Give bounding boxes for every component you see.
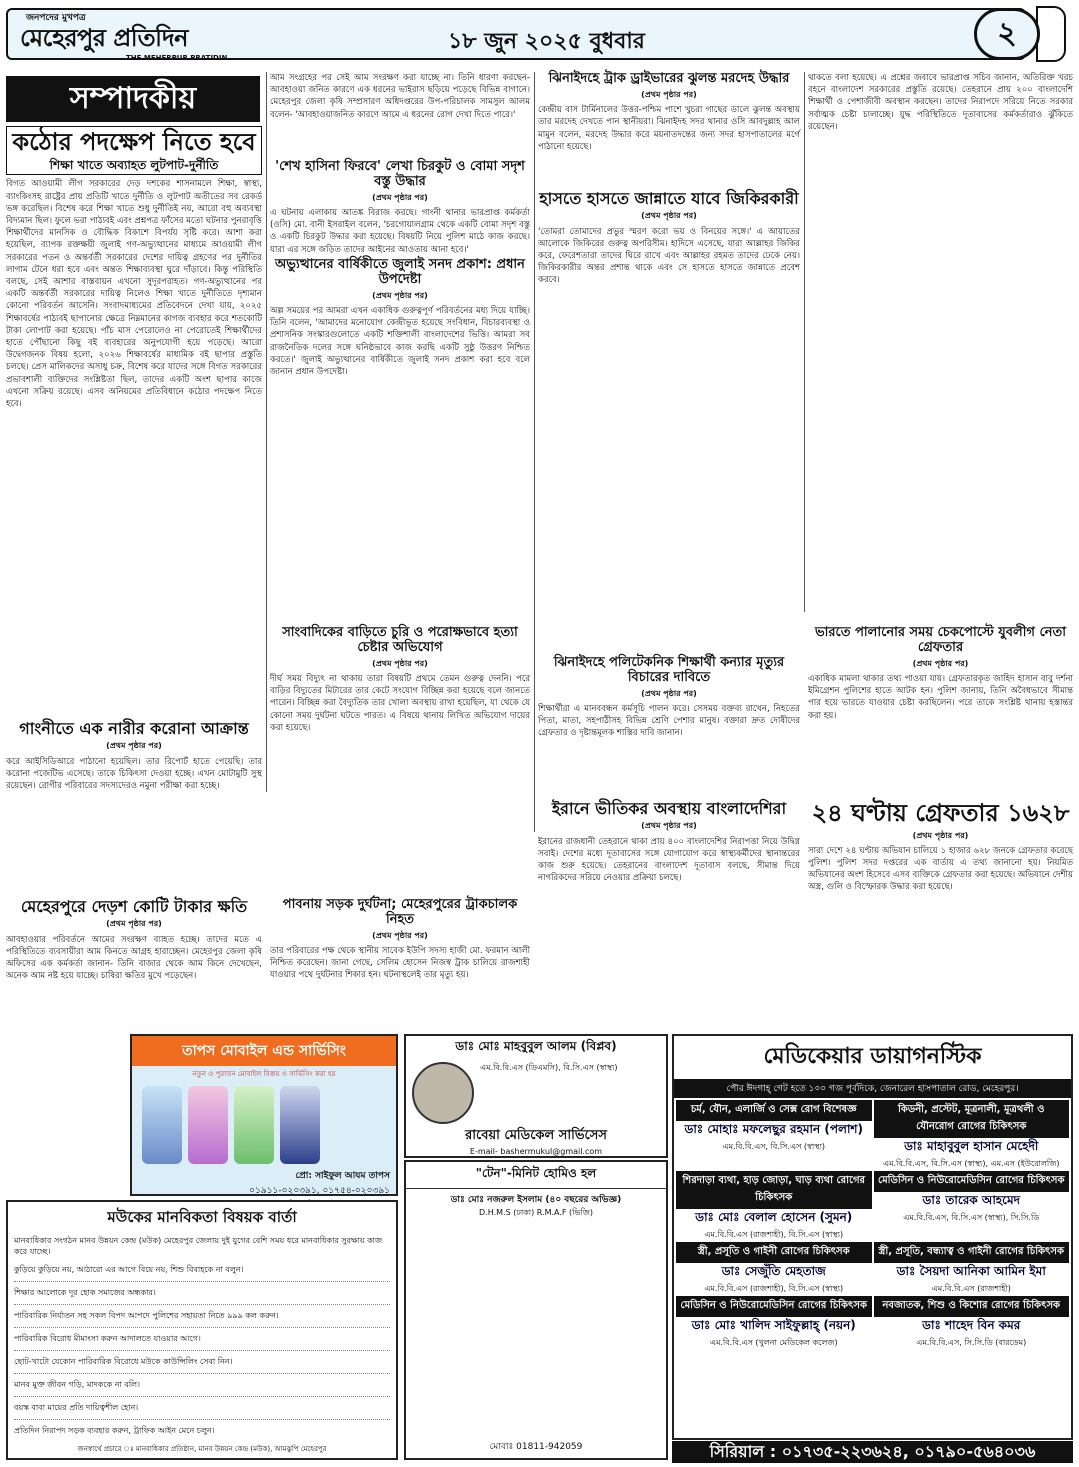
list-item: পারিবারিক নির্যাতন সহ সকল বিপদ আপদে পুলিশের সহায়তা নিতে ৯৯৯ কল করুন। bbox=[14, 1305, 390, 1328]
doctor-degree: এম.বি.বি.এস (রাজশাহী) bbox=[931, 1284, 1011, 1293]
ad-mobile-phone: ০১৯১১-০২০৩৯১, ০১৭৫৪-০২০৩৯১ bbox=[249, 1186, 390, 1196]
story-body: করে আইসিডিআরে পাঠানো হয়েছিল। তার রিপোর্ট হাতে পেয়েছি। তার করোনা পজেটিভ এসেছে। তাকে চিকিৎসা দেওয়া হচ্ছে। এখন মোটামুটি সুস্থ রয়েছেন। রোগীর পরিবারের সদস্যদেরও নমুনা পরীক্ষা করা হচ্ছে। bbox=[6, 756, 262, 791]
continued-label: (প্রথম পৃষ্ঠার পর) bbox=[372, 290, 428, 300]
doctor-card bbox=[676, 1296, 872, 1348]
editorial-article bbox=[6, 126, 262, 716]
story-body: ইরানের রাজধানী তেহরানে থাকা প্রায় ৪০০ বাংলাদেশির নিরাপত্তা নিয়ে উদ্বিগ্ন সবাই। দেশের মধ্যে দূতাবাসের সঙ্গে যোগাযোগ করে স্বাস্থ্যকর্মীদের স্থানান্তরের কাজ শুরু হয়েছে। তেহরানের বাংলাদেশ দূতাবাস বলছে, সীমান্ত দিয়ে নাগরিকদের সরিয়ে নেওয়ার প্রক্রিয়া চলছে। bbox=[538, 836, 800, 884]
masthead-subtitle: THE MEHERPUR PRATIDIN bbox=[126, 54, 228, 62]
story-headline: মেহেরপুরে দেড়শ কোটি টাকার ক্ষতি bbox=[20, 897, 248, 916]
doctor-degree: এম.বি.বি.এস (রাজশাহী), বি.সি.এস (স্বাস্থ্য) bbox=[704, 1230, 844, 1239]
continued-label: (প্রথম পৃষ্ঠার পর) bbox=[372, 930, 428, 940]
list-item: মানব মুক্ত জীবন গড়ি, মাদককে না বলি। bbox=[14, 1374, 390, 1397]
doctor-degree: এম.বি.বি.এস, সি.সি.ডি (বারডেম) bbox=[916, 1338, 1027, 1347]
doctor-card bbox=[874, 1242, 1070, 1294]
ad-homeo-phone: মোবাঃ 01811-942059 bbox=[489, 1442, 583, 1452]
editorial-subhead: শিক্ষা খাতে অব্যাহত লুটপাট-দুর্নীতি bbox=[49, 157, 219, 172]
story-zikir bbox=[538, 190, 800, 650]
ad-mouk-footer: জনস্বার্থে প্রচারে ঃ মানবাধিকার প্রতিষ্ঠান, মানব উন্নয়ন কেন্দ্র (মউক), আমঝুপি মেহেরপুর bbox=[77, 1445, 327, 1453]
story-sheikh-hasina-note bbox=[270, 160, 530, 255]
doctor-card bbox=[676, 1242, 872, 1294]
doctor-photo bbox=[412, 1062, 474, 1124]
doctor-degree: এম.বি.বি.এস (রাজশাহী), বি.সি.এস (স্বাস্থ্য) bbox=[704, 1284, 844, 1293]
ad-mouk-list bbox=[8, 1257, 396, 1444]
masthead-box bbox=[6, 8, 1026, 60]
editorial-body: বিগত আওয়ামী লীগ সরকারের দেড় দশকের শাসনামলে শিক্ষা, স্বাস্থ্য, ব্যাংকিংসহ রাষ্ট্রের প্রায় প্রতিটি খাতে দুর্নীতি ও লুটপাট অতীতের সব রেকর্ড ভঙ্গ করেছিল। বিশেষ করে শিক্ষা খাতে শুধু দুর্নীতিই নয়, আরো বহু অব্যবস্থা বিদ্যমান ছিল। ফুলে ভরা পাঠ্যবই এবং প্রশ্নপত্র ফাঁসের মতো ঘটনার পুনরাবৃত্তি শিক্ষার্থীদের মানসিক ও বৌদ্ধিক বিকাশে বিপর্যয় সৃষ্টি করে। আশা করা হয়েছিল, ব্যাপক রক্তক্ষয়ী জুলাই গণ-অভ্যুত্থানের মাধ্যমে আওয়ামী লীগ সরকারের পতন ও অন্তর্বর্তী সরকারের দেশের দায়িত্ব গ্রহণের পর দুর্নীতির লাগাম টেনে ধরা হবে এবং অন্তত শিক্ষাব্যবস্থা ঘুরে দাঁড়াবে। কিন্তু পরিস্থিতি বলছে, সেই আশার বাস্তবায়ন এখনো সুদূরপরাহত। গণ-অভ্যুত্থানের পর একটি অন্তর্বর্তী সরকারের দায়িত্ব নিলেও শিক্ষা খাতে দুর্নীতিতে দৃশ্যমান কোনো পরিবর্তন আসেনি। সংবাদমাধ্যমের প্রতিবেদনে দেখা যায়, ২০২৫ শিক্ষাবর্ষের পাঠ্যবই ছাপানোর ক্ষেত্রে নিম্নমানের কাগজ ব্যবহার করে শতকোটি টাকা লোপাট করা হয়েছে। পাঁচ মাস পেরোলেও না পেরোতেই শিক্ষার্থীদের হাতে পৌঁছানো কিছু বই ব্যবহারের অনুপযোগী হয়ে পড়েছে। আরো উদ্বেগজনক বিষয় হলো, ২০২৬ শিক্ষাবর্ষের মাধ্যমিক বই ছাপার প্রস্তুতি চলছে। প্রেস মালিকদের অসাধু চক্র, বিশেষ করে যাদের সঙ্গে বিগত সরকারের প্রভাবশালী ব্যক্তিদের সংশ্লিষ্টতা ছিল, তাদের একটি অংশ ছাপার কাজে এখনো সক্রিয় রয়েছে। এসব অনিয়মের প্রতিবিধানে কঠোর পদক্ষেপ নিতে হবে। bbox=[6, 179, 262, 410]
story-arrest-1628 bbox=[808, 800, 1073, 1030]
doctor-card bbox=[874, 1100, 1070, 1169]
editorial-headline: কঠোর পদক্ষেপ নিতে হবে bbox=[12, 128, 256, 156]
story-body: শিক্ষার্থীরা এ মানববন্ধন কর্মসূচি পালন করে। সেসময় বক্তব্য রাখেন, নিহতের পিতা, মাতা, সহপাঠীসহ বিভিন্ন শ্রেণি পেশার মানুষ। বক্তারা দ্রুত দোষীদের গ্রেফতার ও দৃষ্টান্তমূলক শাস্তির দাবি জানান। bbox=[538, 704, 800, 739]
group-bar: নবজাতক, শিশু ও কিশোর রোগের চিকিৎসক bbox=[874, 1296, 1070, 1317]
doctor-degree: এম.বি.বি.এস, বি.সি.এস (স্বাস্থ্য) bbox=[722, 1142, 825, 1151]
ad-homeo-degree: D.H.M.S (ঢাকা) R.M.A.F (ভিজি) bbox=[479, 1208, 593, 1217]
doctor-name: ডাঃ মোঃ খালিদ সাইফুল্লাহ্ (নয়ন) bbox=[691, 1318, 856, 1332]
story-polytechnic-student bbox=[538, 656, 800, 796]
doctor-card bbox=[676, 1171, 872, 1240]
doctor-name: ডাঃ সেজুঁতি মেহতাজ bbox=[721, 1264, 826, 1278]
ad-homeo-title: "টেন"-মিনিট হোমিও হল bbox=[406, 1162, 666, 1189]
story-gangni-corona bbox=[6, 720, 262, 812]
story-headline: হাসতে হাসতে জান্নাতে যাবে জিকিরকারী bbox=[539, 189, 799, 208]
story-body: কেন্দ্রীয় বাস টার্মিনালের উত্তর-পশ্চিম পাশে খুচরা গাছের ডালে ঝুলন্ত অবস্থায় তার মরদেহ দেখতে পান স্থানীয়রা। ঝিনাইদহ সদর থানার ওসি আবদুল্লাহ আল মামুন বলেন, মরদেহ উদ্ধার করে ময়নাতদন্তের জন্য সদর হাসপাতালের মর্গে পাঠানো হয়েছে। bbox=[538, 105, 800, 152]
doctor-name: ডাঃ তারেক আহমেদ bbox=[922, 1193, 1020, 1207]
ad-mobile-tag: নতুন ও পুরাতন মোবাইল বিক্রয় ও সার্ভিসিং করা হয় bbox=[192, 1070, 336, 1078]
group-bar: শিরদাড়া ব্যথা, হাড় জোড়া, ঘাড় ব্যথা রোগের চিকিৎসক bbox=[676, 1171, 872, 1209]
list-item: বয়স্ক বাবা মায়ের প্রতি দায়িত্বশীল হোন। bbox=[14, 1397, 390, 1420]
phone-icon bbox=[142, 1086, 182, 1164]
story-body: তার পরিবারের পক্ষ থেকে স্থানীয় সাবেক ইউপি সদস্য হাজী মো. ফরমান আলী নিশ্চিত করেছেন। জানা গেছে, সেলিম হোসেন নিজস্ব ট্রাক চালিয়ে রাজশাহী যাওয়ার পথে দুর্ঘটনার শিকার হন। ঘটনাস্থলেই তার মৃত্যু হয়। bbox=[270, 946, 530, 981]
ad-mobile-owner: প্রো: সাইফুল আযম তাপস bbox=[295, 1171, 390, 1181]
story-headline: ইরানে ভীতিকর অবস্থায় বাংলাদেশিরা bbox=[551, 799, 787, 818]
list-item: ছোট-খাটো যেকোন পারিবারিক বিরোধে মউকে কাউন্সিলিং সেবা নিন। bbox=[14, 1351, 390, 1374]
ad-mouk-message bbox=[6, 1200, 398, 1460]
scroll-decoration bbox=[1036, 6, 1066, 62]
group-bar: মেডিসিন ও নিউরোমেডিসিন রোগের চিকিৎসক bbox=[874, 1171, 1070, 1192]
ad-mobile-title: তাপস মোবাইল এন্ড সার্ভিসিং bbox=[132, 1036, 396, 1066]
continued-label: (প্রথম পৃষ্ঠার পর) bbox=[106, 741, 162, 751]
story-body: এ ঘটনায় এলাকায় আতঙ্ক বিরাজ করছে। গাংনী থানার ভারপ্রাপ্ত কর্মকর্তা (ওসি) মো. বানী ইসরাইল বলেন, 'চরগোয়ালগ্রাম থেকে একটি বোমা সদৃশ বস্তু ও একটি চিরকুট উদ্ধার করা হয়েছে। বিষয়টি নিয়ে পুলিশ মাঠে কাজ করছে। যারা এর সঙ্গে জড়িত তাদের আইনের আওতায় আনা হবে।' bbox=[270, 208, 530, 255]
ad-mobile-shop bbox=[130, 1034, 398, 1196]
story-truck-driver bbox=[538, 72, 800, 188]
story-headline: গাংনীতে এক নারীর করোনা আক্রান্ত bbox=[19, 719, 249, 738]
story-body: সারা দেশে ২৪ ঘণ্টায় অভিযান চালিয়ে ১ হাজার ৬২৮ জনকে গ্রেফতার করেছে পুলিশ। পুলিশ সদর দপ্তরের এক বার্তায় এ তথ্য জানানো হয়। নিয়মিত অভিযানের অংশ হিসেবে এসব ব্যক্তিকে গ্রেফতার করা হয়েছে। অভিযানে দেশীয় অস্ত্র, গুলি ও বিস্ফোরক উদ্ধার করা হয়েছে। bbox=[808, 845, 1073, 893]
ad-doctor-degree: এম.বি.বি.এস (ডিএমসি), বি.সি.এস (স্বাস্থ্য) bbox=[480, 1063, 618, 1072]
group-bar: স্ত্রী, প্রসূতি ও গাইনী রোগের চিকিৎসক bbox=[676, 1242, 872, 1263]
continued-label: (প্রথম পৃষ্ঠার পর) bbox=[912, 830, 969, 840]
story-july-charter bbox=[270, 258, 530, 618]
continued-label: (প্রথম পৃষ্ঠার পর) bbox=[641, 821, 697, 831]
ad-homeo-doctor: ডাঃ মোঃ নজরুল ইসলাম (৪০ বছরের অভিজ্ঞ) bbox=[450, 1195, 622, 1205]
phone-icon bbox=[234, 1086, 274, 1164]
page-number: ২ bbox=[974, 8, 1040, 60]
group-bar: চর্ম, যৌন, এলার্জি ও সেক্স রোগ বিশেষজ্ঞ bbox=[676, 1100, 872, 1121]
story-headline: পাবনায় সড়ক দুর্ঘটনা; মেহেরপুরের ট্রাকচালক নিহত bbox=[282, 897, 518, 927]
story-jubo-league-arrest bbox=[808, 626, 1073, 796]
ad-medicare-diagnostic bbox=[672, 1034, 1073, 1440]
continued-label: (প্রথম পৃষ্ঠার পর) bbox=[106, 919, 162, 929]
story-mango-cont bbox=[270, 72, 530, 160]
editorial-banner: সম্পাদকীয় bbox=[6, 76, 260, 122]
story-body: 'তোমরা তোমাদের প্রভুর স্মরণ করো ভয় ও বিনয়ের সঙ্গে।' এ আয়াতের আলোকে জিকিরের গুরুত্ব অপরিসীম। হাদিসে এসেছে, যারা আল্লাহর জিকির করে, ফেরেশতারা তাদের ঘিরে রাখে এবং আল্লাহর রহমত তাদের ঢেকে নেয়। জিকিরকারীর অন্তর প্রশান্ত থাকে এবং সে হাসতে হাসতে জান্নাতে প্রবেশ করবে। bbox=[538, 226, 800, 286]
story-body: দীর্ঘ সময় বিদ্যুৎ না থাকায় তারা বিষয়টি প্রথমে তেমন গুরুত্ব দেননি। পরে বাড়ির বিদ্যুতের মিটারের তার কেটে সংযোগ বিচ্ছিন্ন করা হয়েছে বলে জানতে পারেন। বিচ্ছিন্ন করা বৈদ্যুতিক তার খোলা অবস্থায় রাখা হয়েছিল, যা থেকে যে কোনো সময় দুর্ঘটনা ঘটতে পারত। এ বিষয়ে থানায় লিখিত অভিযোগ দায়ের করা হয়েছে। bbox=[270, 674, 530, 733]
story-headline: ভারতে পালানোর সময় চেকপোস্টে যুবলীগ নেতা গ্রেফতার bbox=[814, 625, 1067, 655]
doctor-name: ডাঃ সৈয়দা আনিকা আমিন ইমা bbox=[896, 1264, 1046, 1278]
group-bar: স্ত্রী, প্রসূতি, বন্ধ্যাত্ব ও গাইনী রোগের চিকিৎসক bbox=[874, 1242, 1070, 1263]
ad-mouk-intro: মানবাধিকার সংগঠন মানব উন্নয়ন কেন্দ্র (মউক) মেহেরপুর জেলায় দুই যুগের বেশি সময় ধরে মানবাধিকার সুরক্ষায় কাজ করে যাচ্ছে। bbox=[14, 1236, 383, 1256]
story-headline: সাংবাদিকের বাড়িতে চুরি ও পরোক্ষভাবে হত্যা চেষ্টার অভিযোগ bbox=[282, 625, 518, 655]
ad-diag-title: মেডিকেয়ার ডায়াগনস্টিক bbox=[763, 1044, 982, 1069]
doctor-name: ডাঃ মাহাবুবুল হাসান মেহেদী bbox=[904, 1139, 1039, 1153]
story-pabna-accident bbox=[270, 898, 530, 1030]
doctor-name: ডাঃ শাহেদ বিন কমর bbox=[922, 1318, 1021, 1332]
list-item: প্রতিদিন নিরাপদ সড়ক ব্যবহার করুন, ট্রাফিক আইন মেনে চলুন। bbox=[14, 1426, 215, 1435]
ad-doctor-clinic: রাবেয়া মেডিকেল সার্ভিসেস bbox=[465, 1128, 607, 1143]
ad-doctor-email: E-mail- bashermukul@gmail.com bbox=[469, 1147, 603, 1156]
column-rule bbox=[266, 72, 267, 792]
column-rule bbox=[804, 72, 805, 612]
doctor-name: ডাঃ মোহাঃ মফলেছুর রহমান (পলাশ) bbox=[684, 1122, 864, 1136]
doctor-card bbox=[676, 1100, 872, 1169]
column-rule bbox=[534, 72, 535, 832]
continued-label: (প্রথম পৃষ্ঠার পর) bbox=[641, 211, 697, 221]
editorial-headline-box bbox=[6, 126, 262, 175]
story-headline: ঝিনাইদহে পলিটেকনিক শিক্ষার্থী কন্যার মৃত্যুর বিচারের দাবিতে bbox=[553, 655, 785, 685]
story-journalist-theft bbox=[270, 626, 530, 876]
group-bar: কিডনী, প্রস্টেট, মূত্রনালী, মূত্রথলী ও যৌনরোগ রোগের চিকিৎসক bbox=[874, 1100, 1070, 1138]
group-bar: মেডিসিন ও নিউরোমেডিসিন রোগের চিকিৎসক bbox=[676, 1296, 872, 1317]
masthead-title: মেহেরপুর প্রতিদিন bbox=[20, 23, 188, 52]
story-iran-cont bbox=[808, 72, 1073, 620]
continued-label: (প্রথম পৃষ্ঠার পর) bbox=[641, 89, 697, 99]
continued-label: (প্রথম পৃষ্ঠার পর) bbox=[372, 658, 428, 668]
story-meherpur-loss bbox=[6, 898, 262, 1030]
phone-icon bbox=[280, 1086, 320, 1164]
masthead bbox=[6, 6, 1073, 66]
doctor-degree: এম.বি.বি.এস, বি.সি.এস (স্বাস্থ্য), এম.এস (ইউরোলজি) bbox=[882, 1159, 1060, 1168]
continued-label: (প্রথম পৃষ্ঠার পর) bbox=[372, 192, 428, 202]
masthead-tagline: জনপদের মুখপত্র bbox=[26, 13, 86, 23]
list-item: কুড়িয়ে কুড়িয়ে নয়, আঠারো এর আগে বিয়ে নয়, শিশু বিবাহকে না বলুন। bbox=[14, 1259, 390, 1282]
ad-doctor-name: ডাঃ মোঃ মাহবুবুল আলম (বিপ্লব) bbox=[455, 1039, 617, 1053]
doctor-name: ডাঃ মোঃ বেলাল হোসেন (সুমন) bbox=[695, 1210, 853, 1224]
story-body: আম সংগ্রহের পর সেই আম সংরক্ষণ করা যাচ্ছে না। তিনি ধারণা করছেন- আবহাওয়া জনিত কারণে এক ধরনের ভাইরাস ছড়িয়ে পড়েছে বিভিন্ন বাগানে। মেহেরপুর জেলা কৃষি সম্প্রসারণ অধিদপ্তরের উপ-পরিচালক সামসুল আলম বলেন- 'আবহাওয়াজনিত কারণে আমে এ ধরনের রোগ দেখা দিতে পারে।' bbox=[270, 73, 530, 120]
doctor-card bbox=[874, 1296, 1070, 1348]
story-body: থাকতে বলা হয়েছে। এ প্রশ্নের জবাবে ভারপ্রাপ্ত সচিব জানান, অতিরিক্ত খরচ বহনে বাংলাদেশ সরকারের প্রস্তুতি রয়েছে। তেহরানে প্রায় ২০০ বাংলাদেশি শিক্ষার্থী ও পেশাজীবী অবস্থান করছেন। তাদের নিরাপদে সরিয়ে নিতে সরকার সর্বাত্মক চেষ্টা চালাচ্ছে। যুদ্ধ পরিস্থিতিতে দূতাবাসের কর্মকর্তারাও ঝুঁকিতে রয়েছেন। bbox=[808, 73, 1073, 132]
ad-doctor-mahbubul bbox=[404, 1034, 668, 1158]
ad-homeo-hall bbox=[404, 1160, 668, 1460]
doctor-grid bbox=[674, 1098, 1071, 1350]
diag-serial-phone: সিরিয়াল : ০১৭৩৫-২২৩৬২৪, ০১৭৯০-৫৬৪০৩৬ bbox=[672, 1441, 1073, 1463]
story-headline: ঝিনাইদহে ট্রাক ড্রাইভারের ঝুলন্ত মরদেহ উদ্ধার bbox=[548, 71, 790, 86]
story-body: অল্প সময়ের পর আমরা এখন একাধিক গুরুত্বপূর্ণ পরিবর্তনের মধ্য দিয়ে যাচ্ছি। তিনি বলেন, 'আমাদের মনোযোগ কেন্দ্রীভূত হয়েছে সংবিধান, বিচারব্যবস্থা ও প্রশাসনিক সংস্কারগুলোতে একটি শক্তিশালী বাংলাদেশের ভিত্তি। আমরা সব রাজনৈতিক দলের সঙ্গে ঘনিষ্ঠভাবে কাজ করছি একটি সুষ্ঠু উত্তরণ নিশ্চিত করতে।' জুলাই অভ্যুত্থানের বার্ষিকীতে জুলাই সনদ প্রকাশ করা হবে বলে জানান প্রধান উপদেষ্টা। bbox=[270, 306, 530, 378]
phone-icon bbox=[188, 1086, 228, 1164]
phone-images bbox=[132, 1082, 396, 1168]
ad-mouk-title: মউকের মানবিকতা বিষয়ক বার্তা bbox=[107, 1208, 297, 1226]
story-body: আবহাওয়ার পরিবর্তনে আমের সংরক্ষণ ব্যাহত হচ্ছে। তাদের মতে এ পরিস্থিতিতে ব্যবসায়ীরা আম কিনতে আগ্রহ হারাচ্ছেন। মেহেরপুর জেলা কৃষি অফিসের এক কর্মকর্তা জানান- তিনি বাজার থেকে আম কিনে দেখেছেন, অনেক আম নষ্ট হয়ে যাচ্ছে। চাষিরা ক্ষতির মুখে পড়েছেন। bbox=[6, 934, 262, 982]
doctor-degree: এম.বি.বি.এস (খুলনা মেডিকেল কলেজ) bbox=[709, 1338, 838, 1347]
story-headline: ২৪ ঘণ্টায় গ্রেফতার ১৬২৮ bbox=[811, 799, 1070, 827]
story-body: একাধিক মামলা থাকার তথ্য পাওয়া যায়। গ্রেফতারকৃত জাহিদ হাসান বাবু দর্শনা ইমিগ্রেশন পুলিশের হাতে আটক হন। পুলিশ জানায়, তিনি অবৈধভাবে সীমান্ত পার হয়ে ভারতে যাওয়ার চেষ্টা করছিলেন। পরে তাকে সংশ্লিষ্ট থানায় হস্তান্তর করা হয়। bbox=[808, 674, 1073, 721]
doctor-degree: এম.বি.বি.এস, বি.সি.এস (স্বাস্থ্য), সি.সি.ডি bbox=[903, 1213, 1040, 1222]
story-iran-bangladeshis bbox=[538, 800, 800, 1030]
story-headline: 'শেখ হাসিনা ফিরবে' লেখা চিরকুট ও বোমা সদৃশ বস্তু উদ্ধার bbox=[275, 159, 525, 189]
ad-diag-address: পৌর ঈদগাহ্ গেট হতে ১০০ গজ পূর্বদিকে, জেনারেল হাসপাতাল রোড, মেহেরপুর। bbox=[674, 1079, 1071, 1098]
continued-label: (প্রথম পৃষ্ঠার পর) bbox=[912, 658, 969, 668]
continued-label: (প্রথম পৃষ্ঠার পর) bbox=[641, 688, 697, 698]
list-item: পারিবারিক বিরোধ মীমাংসা করুন আদালতে যাওয়ার আগে। bbox=[14, 1328, 390, 1351]
issue-date: ১৮ জুন ২০২৫ বুধবার bbox=[448, 29, 645, 54]
story-headline: অভ্যুত্থানের বার্ষিকীতে জুলাই সনদ প্রকাশ: প্রধান উপদেষ্টা bbox=[275, 257, 525, 287]
doctor-card bbox=[874, 1171, 1070, 1240]
list-item: শিক্ষার আলোকে দূর হোক সমাজের অন্ধকার। bbox=[14, 1282, 390, 1305]
